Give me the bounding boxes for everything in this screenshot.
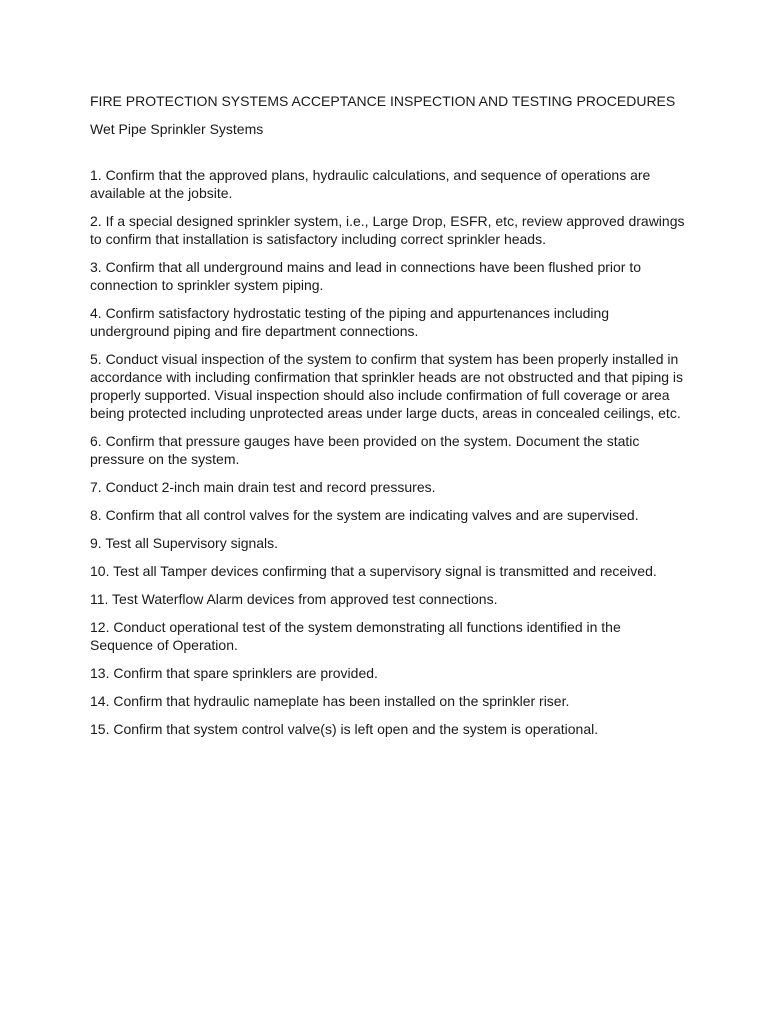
procedure-step-1: 1. Confirm that the approved plans, hydraulic calculations, and sequence of operations are available at the jobsite.	[90, 167, 651, 201]
procedure-step-14: 14. Confirm that hydraulic nameplate has been installed on the sprinkler riser.	[90, 693, 570, 709]
procedure-step-15: 15. Confirm that system control valve(s) is left open and the system is operational.	[90, 721, 599, 737]
document-page	[90, 92, 690, 748]
procedure-step-2: 2. If a special designed sprinkler system, i.e., Large Drop, ESFR, etc, review approved drawings to confirm that installation is satisfactory including correct sprinkler heads.	[90, 213, 685, 247]
procedure-step-10: 10. Test all Tamper devices confirming that a supervisory signal is transmitted and received.	[90, 563, 657, 579]
document-title: FIRE PROTECTION SYSTEMS ACCEPTANCE INSPECTION AND TESTING PROCEDURES	[90, 93, 676, 109]
procedure-step-6: 6. Confirm that pressure gauges have been provided on the system. Document the static pressure on the system.	[90, 433, 640, 467]
procedure-step-8: 8. Confirm that all control valves for the system are indicating valves and are supervised.	[90, 507, 639, 523]
procedure-step-12: 12. Conduct operational test of the system demonstrating all functions identified in the Sequence of Operation.	[90, 619, 621, 653]
procedure-step-7: 7. Conduct 2-inch main drain test and record pressures.	[90, 479, 436, 495]
procedure-step-3: 3. Confirm that all underground mains and lead in connections have been flushed prior to connection to sprinkler system piping.	[90, 259, 642, 293]
procedure-list	[90, 166, 690, 738]
procedure-step-5: 5. Conduct visual inspection of the system to confirm that system has been properly installed in accordance with including confirmation that sprinkler heads are not obstructed and that piping is properly supported. Visual inspection should also include confirmation of full coverage or area being protected including unprotected areas under large ducts, areas in concealed ceilings, etc.	[90, 351, 684, 421]
procedure-step-4: 4. Confirm satisfactory hydrostatic testing of the piping and appurtenances including underground piping and fire department connections.	[90, 305, 610, 339]
procedure-step-9: 9. Test all Supervisory signals.	[90, 535, 279, 551]
procedure-step-11: 11. Test Waterflow Alarm devices from approved test connections.	[90, 591, 498, 607]
procedure-step-13: 13. Confirm that spare sprinklers are provided.	[90, 665, 378, 681]
document-subtitle: Wet Pipe Sprinkler Systems	[90, 121, 264, 137]
